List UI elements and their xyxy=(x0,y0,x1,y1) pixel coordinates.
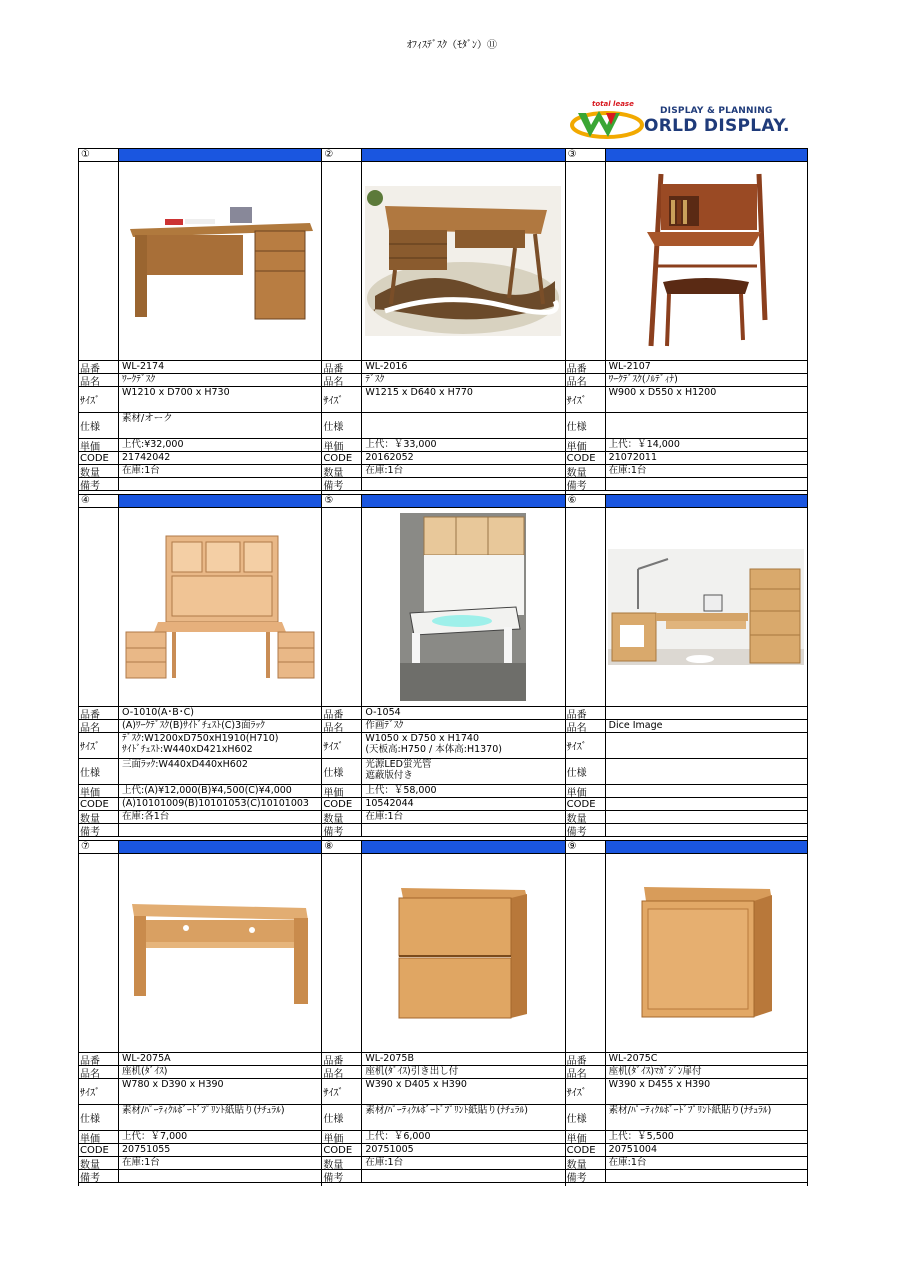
product-size: ﾃﾞｽｸ:W1200xD750xH1910(H710) ｻｲﾄﾞﾁｪｽﾄ:W440xD421xH602 xyxy=(122,733,279,755)
product-code-label: 品番 xyxy=(566,707,606,719)
product-note-row xyxy=(322,478,564,491)
product-number: ④ xyxy=(79,495,119,507)
product-card xyxy=(565,494,808,840)
product-spec: 素材/オーク xyxy=(122,413,173,424)
product-barcode-row xyxy=(79,1144,321,1157)
product-note xyxy=(606,478,807,490)
product-quantity xyxy=(606,811,807,823)
product-spec: 三面ﾗｯｸ:W440xD440xH602 xyxy=(122,759,248,770)
product-quantity: 在庫:各1台 xyxy=(122,811,170,822)
product-price-row xyxy=(566,785,807,798)
product-name-label: 品名 xyxy=(322,1066,362,1078)
product-spec-label: 仕様 xyxy=(566,413,606,438)
product-size-row xyxy=(566,733,807,759)
product-price-row xyxy=(566,1131,807,1144)
product-code-row xyxy=(79,361,321,374)
product-code xyxy=(606,707,807,719)
product-note xyxy=(362,824,564,836)
product-spec-label: 仕様 xyxy=(79,1105,119,1130)
product-note-row xyxy=(79,824,321,837)
product-code: WL-2016 xyxy=(365,361,408,372)
product-price xyxy=(606,785,807,797)
product-size-row xyxy=(322,1079,564,1105)
product-card xyxy=(321,494,564,840)
product-price-row xyxy=(79,1131,321,1144)
product-image-cell xyxy=(322,162,564,361)
product-note xyxy=(362,478,564,490)
product-quantity-row xyxy=(79,465,321,478)
product-header xyxy=(322,148,564,162)
product-name-row xyxy=(79,1066,321,1079)
product-name: (A)ﾜｰｸﾃﾞｽｸ(B)ｻｲﾄﾞﾁｪｽﾄ(C)3面ﾗｯｸ xyxy=(122,720,265,731)
product-size-row xyxy=(566,1079,807,1105)
product-code: O-1010(A･B･C) xyxy=(122,707,194,718)
product-spec-row xyxy=(79,759,321,785)
product-spec xyxy=(362,413,564,438)
product-name-row xyxy=(322,720,564,733)
product-note xyxy=(119,478,321,490)
world-display-w-logo-icon xyxy=(570,105,644,139)
product-image-cell xyxy=(322,854,564,1053)
product-price-row xyxy=(322,439,564,452)
product-spec: 光源LED蛍光管 遮蔽版付き xyxy=(365,759,432,781)
product-barcode-label: CODE xyxy=(566,1144,606,1156)
product-name-label: 品名 xyxy=(322,720,362,732)
product-image-cell xyxy=(566,162,807,361)
product-price-label: 単価 xyxy=(322,785,362,797)
product-price-label: 単価 xyxy=(79,439,119,451)
product-quantity-row xyxy=(566,1157,807,1170)
product-size-label: ｻｲｽﾞ xyxy=(322,1079,362,1104)
product-name: 座机(ﾀﾞｲｽ)ﾏｶﾞｼﾞﾝ扉付 xyxy=(608,1066,702,1077)
product-image-cell xyxy=(79,508,321,707)
product-barcode xyxy=(606,798,807,810)
writing-desk-icon xyxy=(606,162,807,360)
product-name-label: 品名 xyxy=(79,720,119,732)
image-label-column xyxy=(79,162,119,360)
desk-set-icon xyxy=(606,508,807,706)
product-quantity-row xyxy=(566,465,807,478)
product-name: Dice Image xyxy=(608,720,663,731)
product-name-row xyxy=(79,720,321,733)
product-size-label: ｻｲｽﾞ xyxy=(322,733,362,758)
product-note-label: 備考 xyxy=(566,478,606,490)
product-quantity-row xyxy=(79,1157,321,1170)
product-note-row xyxy=(79,478,321,491)
product-note xyxy=(362,1170,564,1182)
product-note-row xyxy=(322,1170,564,1183)
header-bar xyxy=(606,495,807,507)
product-quantity: 在庫:1台 xyxy=(365,1157,404,1168)
product-size: W390 x D405 x H390 xyxy=(365,1079,467,1090)
product-barcode: 20751055 xyxy=(122,1144,171,1155)
product-number: ⑤ xyxy=(322,495,362,507)
product-quantity-row xyxy=(322,811,564,824)
product-number: ⑨ xyxy=(566,841,606,853)
product-note xyxy=(119,1170,321,1182)
product-spec-row xyxy=(566,759,807,785)
product-name: 作画ﾃﾞｽｸ xyxy=(365,720,404,731)
image-label-column xyxy=(566,508,606,706)
hutch-desk-icon xyxy=(119,508,321,706)
product-spec: 素材/ﾊﾟｰﾃｨｸﾙﾎﾞｰﾄﾞﾌﾟﾘﾝﾄ紙貼り(ﾅﾁｭﾗﾙ) xyxy=(122,1105,285,1116)
product-name-row xyxy=(566,1066,807,1079)
product-size-label: ｻｲｽﾞ xyxy=(566,387,606,412)
product-header xyxy=(79,148,321,162)
product-price: 上代：￥33,000 xyxy=(365,439,437,450)
product-barcode: 20751004 xyxy=(608,1144,658,1155)
product-header xyxy=(79,494,321,508)
product-code-label: 品番 xyxy=(79,1053,119,1065)
product-size: W390 x D455 x H390 xyxy=(608,1079,711,1090)
product-note-row xyxy=(566,824,807,837)
product-barcode-label: CODE xyxy=(322,1144,362,1156)
product-spec-label: 仕様 xyxy=(322,759,362,784)
product-code-row xyxy=(566,1053,807,1066)
product-barcode-row xyxy=(322,798,564,811)
product-code-row xyxy=(322,1053,564,1066)
product-name-label: 品名 xyxy=(566,720,606,732)
header-bar xyxy=(362,149,564,161)
image-label-column xyxy=(322,162,362,360)
product-size-row xyxy=(322,387,564,413)
product-price: 上代：￥5,500 xyxy=(608,1131,674,1142)
product-note-label: 備考 xyxy=(79,478,119,490)
product-name: ﾜｰｸﾃﾞｽｸ xyxy=(122,374,156,385)
product-name-label: 品名 xyxy=(79,1066,119,1078)
product-spec-row xyxy=(566,1105,807,1131)
product-barcode-row xyxy=(566,1144,807,1157)
product-price-label: 単価 xyxy=(566,439,606,451)
image-label-column xyxy=(322,854,362,1052)
product-name: ﾜｰｸﾃﾞｽｸ(ﾉﾙﾃﾞｨﾅ) xyxy=(608,374,678,385)
product-size: W1050 x D750 x H1740 (天板高:H750 / 本体高:H1370) xyxy=(365,733,502,755)
header-bar xyxy=(606,149,807,161)
product-price-row xyxy=(566,439,807,452)
product-spec-row xyxy=(322,759,564,785)
product-spec-label: 仕様 xyxy=(322,1105,362,1130)
product-quantity: 在庫:1台 xyxy=(608,1157,647,1168)
product-code-label: 品番 xyxy=(566,361,606,373)
product-quantity-row xyxy=(322,1157,564,1170)
product-code-row xyxy=(79,1053,321,1066)
product-size-row xyxy=(566,387,807,413)
product-barcode-label: CODE xyxy=(79,1144,119,1156)
product-quantity: 在庫:1台 xyxy=(122,465,160,476)
product-name: 座机(ﾀﾞｲｽ) xyxy=(122,1066,168,1077)
product-barcode-row xyxy=(79,798,321,811)
product-note-row xyxy=(79,1170,321,1183)
product-code-label: 品番 xyxy=(566,1053,606,1065)
product-code-row xyxy=(322,707,564,720)
product-spec-label: 仕様 xyxy=(566,1105,606,1130)
product-spec: 素材/ﾊﾟｰﾃｨｸﾙﾎﾞｰﾄﾞﾌﾟﾘﾝﾄ紙貼り(ﾅﾁｭﾗﾙ) xyxy=(365,1105,528,1116)
product-quantity: 在庫:1台 xyxy=(122,1157,160,1168)
product-price: 上代：￥7,000 xyxy=(122,1131,188,1142)
product-note-row xyxy=(322,824,564,837)
product-header xyxy=(322,840,564,854)
product-size: W780 x D390 x H390 xyxy=(122,1079,224,1090)
product-quantity-label: 数量 xyxy=(79,1157,119,1169)
product-code: O-1054 xyxy=(365,707,401,718)
product-barcode-label: CODE xyxy=(79,798,119,810)
product-spec-label: 仕様 xyxy=(322,413,362,438)
total-lease-label: total lease xyxy=(592,100,634,108)
drawing-desk-icon xyxy=(362,508,564,706)
product-size-label: ｻｲｽﾞ xyxy=(79,733,119,758)
product-name-row xyxy=(322,374,564,387)
product-spec-row xyxy=(566,413,807,439)
image-label-column xyxy=(566,162,606,360)
header-bar xyxy=(119,149,321,161)
product-code: WL-2075B xyxy=(365,1053,414,1064)
product-number: ① xyxy=(79,149,119,161)
product-price: 上代:¥32,000 xyxy=(122,439,184,450)
product-barcode-row xyxy=(322,1144,564,1157)
product-barcode-row xyxy=(566,452,807,465)
product-card xyxy=(565,840,808,1186)
product-size-row xyxy=(79,733,321,759)
product-number: ⑥ xyxy=(566,495,606,507)
product-name: ﾃﾞｽｸ xyxy=(365,374,385,385)
product-name-label: 品名 xyxy=(322,374,362,386)
product-size: W1215 x D640 x H770 xyxy=(365,387,473,398)
product-quantity-row xyxy=(79,811,321,824)
product-quantity-label: 数量 xyxy=(566,465,606,477)
header-bar xyxy=(606,841,807,853)
product-number: ⑦ xyxy=(79,841,119,853)
product-note-label: 備考 xyxy=(566,824,606,836)
product-quantity-label: 数量 xyxy=(79,465,119,477)
product-quantity-label: 数量 xyxy=(322,1157,362,1169)
product-note-label: 備考 xyxy=(79,824,119,836)
product-code: WL-2075C xyxy=(608,1053,658,1064)
product-quantity-label: 数量 xyxy=(566,811,606,823)
product-price: 上代:(A)¥12,000(B)¥4,500(C)¥4,000 xyxy=(122,785,292,796)
product-image-cell xyxy=(79,162,321,361)
door-cube-icon xyxy=(606,854,807,1052)
product-name-label: 品名 xyxy=(566,1066,606,1078)
product-barcode: 10542044 xyxy=(365,798,414,809)
product-sheet xyxy=(78,148,808,1186)
desk-icon xyxy=(119,162,321,360)
product-barcode-label: CODE xyxy=(566,452,606,464)
product-code: WL-2107 xyxy=(608,361,651,372)
product-quantity-label: 数量 xyxy=(322,811,362,823)
product-price-label: 単価 xyxy=(79,1131,119,1143)
product-note-label: 備考 xyxy=(322,478,362,490)
product-name-row xyxy=(566,374,807,387)
product-barcode-row xyxy=(79,452,321,465)
product-spec xyxy=(606,413,807,438)
product-quantity-label: 数量 xyxy=(566,1157,606,1169)
product-spec-row xyxy=(322,1105,564,1131)
product-spec-row xyxy=(322,413,564,439)
product-image-cell xyxy=(566,854,807,1053)
product-note-label: 備考 xyxy=(322,824,362,836)
product-size-row xyxy=(79,1079,321,1105)
product-barcode-label: CODE xyxy=(322,798,362,810)
product-quantity-row xyxy=(566,811,807,824)
product-name-row xyxy=(322,1066,564,1079)
product-code-label: 品番 xyxy=(79,361,119,373)
product-spec: 素材/ﾊﾟｰﾃｨｸﾙﾎﾞｰﾄﾞﾌﾟﾘﾝﾄ紙貼り(ﾅﾁｭﾗﾙ) xyxy=(608,1105,772,1116)
product-image-cell xyxy=(79,854,321,1053)
product-price-label: 単価 xyxy=(79,785,119,797)
product-name-row xyxy=(566,720,807,733)
desk-rug-icon xyxy=(362,162,564,360)
product-note xyxy=(606,824,807,836)
product-spec-label: 仕様 xyxy=(79,413,119,438)
product-price-label: 単価 xyxy=(566,785,606,797)
product-header xyxy=(79,840,321,854)
product-name-label: 品名 xyxy=(79,374,119,386)
product-barcode: 21072011 xyxy=(608,452,658,463)
product-barcode: 20162052 xyxy=(365,452,414,463)
product-number: ③ xyxy=(566,149,606,161)
product-price: 上代：￥6,000 xyxy=(365,1131,431,1142)
product-header xyxy=(566,840,807,854)
product-spec-label: 仕様 xyxy=(79,759,119,784)
product-price-label: 単価 xyxy=(322,1131,362,1143)
product-quantity: 在庫:1台 xyxy=(608,465,647,476)
image-label-column xyxy=(322,508,362,706)
page-title: ｵﾌｨｽﾃﾞｽｸ（ﾓﾀﾞﾝ）⑪ xyxy=(407,40,497,51)
product-price-label: 単価 xyxy=(322,439,362,451)
product-note-row xyxy=(566,1170,807,1183)
product-size-label: ｻｲｽﾞ xyxy=(566,1079,606,1104)
product-size-label: ｻｲｽﾞ xyxy=(79,1079,119,1104)
product-card xyxy=(321,840,564,1186)
product-code-label: 品番 xyxy=(322,1053,362,1065)
product-note-row xyxy=(566,478,807,491)
product-price-label: 単価 xyxy=(566,1131,606,1143)
product-code-label: 品番 xyxy=(79,707,119,719)
product-spec-row xyxy=(79,413,321,439)
product-note xyxy=(119,824,321,836)
product-quantity-row xyxy=(322,465,564,478)
product-barcode-row xyxy=(322,452,564,465)
product-quantity: 在庫:1台 xyxy=(365,811,404,822)
product-header xyxy=(566,148,807,162)
product-quantity: 在庫:1台 xyxy=(365,465,404,476)
product-price-row xyxy=(79,785,321,798)
product-size-row xyxy=(79,387,321,413)
header-bar xyxy=(362,495,564,507)
product-price: 上代：￥58,000 xyxy=(365,785,437,796)
product-code: WL-2174 xyxy=(122,361,165,372)
product-size xyxy=(606,733,807,758)
product-row xyxy=(78,840,808,1186)
product-note-label: 備考 xyxy=(79,1170,119,1182)
product-name: 座机(ﾀﾞｲｽ)引き出し付 xyxy=(365,1066,459,1077)
product-barcode-row xyxy=(566,798,807,811)
product-header xyxy=(322,494,564,508)
image-label-column xyxy=(79,508,119,706)
product-barcode-label: CODE xyxy=(322,452,362,464)
product-note-label: 備考 xyxy=(322,1170,362,1182)
product-size-label: ｻｲｽﾞ xyxy=(566,733,606,758)
image-label-column xyxy=(566,854,606,1052)
header-bar xyxy=(119,841,321,853)
product-size: W1210 x D700 x H730 xyxy=(122,387,230,398)
product-code-row xyxy=(566,361,807,374)
product-name-row xyxy=(79,374,321,387)
product-image-cell xyxy=(322,508,564,707)
product-code-row xyxy=(79,707,321,720)
product-price-row xyxy=(322,785,564,798)
product-note xyxy=(606,1170,807,1182)
product-barcode-label: CODE xyxy=(79,452,119,464)
header-bar xyxy=(362,841,564,853)
product-row xyxy=(78,148,808,494)
drawer-cube-icon xyxy=(362,854,564,1052)
product-card xyxy=(321,148,564,494)
product-card xyxy=(78,148,321,494)
low-table-icon xyxy=(119,854,321,1052)
product-name-label: 品名 xyxy=(566,374,606,386)
product-card xyxy=(78,494,321,840)
product-barcode-label: CODE xyxy=(566,798,606,810)
product-price-row xyxy=(79,439,321,452)
product-barcode: (A)10101009(B)10101053(C)10101003 xyxy=(122,798,309,809)
product-size-row xyxy=(322,733,564,759)
product-barcode: 21742042 xyxy=(122,452,171,463)
product-image-cell xyxy=(566,508,807,707)
product-code-row xyxy=(566,707,807,720)
image-label-column xyxy=(79,854,119,1052)
product-card xyxy=(78,840,321,1186)
product-spec-label: 仕様 xyxy=(566,759,606,784)
product-row xyxy=(78,494,808,840)
header-bar xyxy=(119,495,321,507)
company-logo xyxy=(570,100,810,139)
product-code-row xyxy=(322,361,564,374)
product-size-label: ｻｲｽﾞ xyxy=(322,387,362,412)
product-size: W900 x D550 x H1200 xyxy=(608,387,717,398)
product-note-label: 備考 xyxy=(566,1170,606,1182)
product-quantity-label: 数量 xyxy=(322,465,362,477)
product-quantity-label: 数量 xyxy=(79,811,119,823)
product-price-row xyxy=(322,1131,564,1144)
product-number: ② xyxy=(322,149,362,161)
logo-tagline: DISPLAY & PLANNING xyxy=(660,106,773,116)
logo-name: ORLD DISPLAY. xyxy=(644,116,790,136)
product-header xyxy=(566,494,807,508)
product-size-label: ｻｲｽﾞ xyxy=(79,387,119,412)
product-card xyxy=(565,148,808,494)
product-price: 上代：￥14,000 xyxy=(608,439,680,450)
product-barcode: 20751005 xyxy=(365,1144,414,1155)
product-code-label: 品番 xyxy=(322,361,362,373)
product-spec xyxy=(606,759,807,784)
product-code-label: 品番 xyxy=(322,707,362,719)
product-number: ⑧ xyxy=(322,841,362,853)
product-code: WL-2075A xyxy=(122,1053,171,1064)
product-spec-row xyxy=(79,1105,321,1131)
